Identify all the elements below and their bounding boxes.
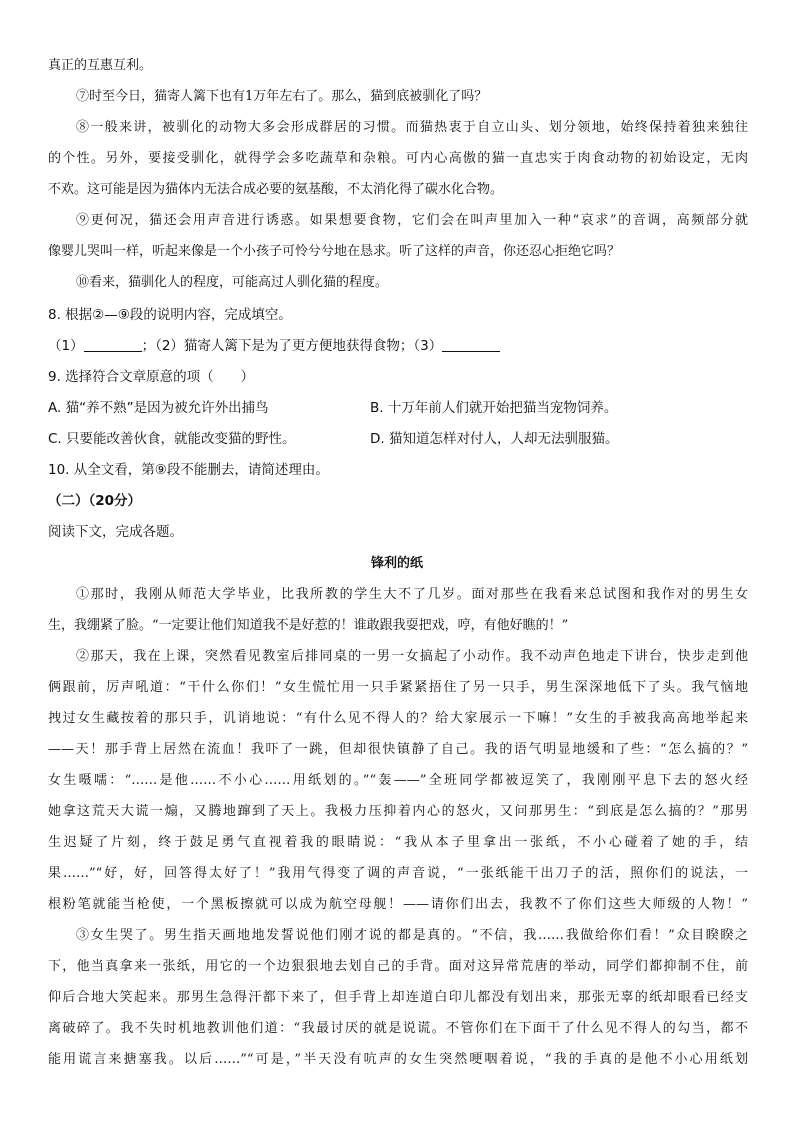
section-2-instruction: 阅读下文，完成各题。 (48, 524, 183, 540)
passage-line: 不欢。这可能是因为猫体内无法合成必要的氨基酸，不太消化得了碳水化合物。 (48, 182, 504, 197)
option-d[interactable]: D. 猫知道怎样对付人，人却无法驯服猫。 (370, 431, 619, 447)
article-line: 能用谎言来搪塞我。以后……”“可是，”半天没有吭声的女生突然哽咽着说，“我的手真的是他不小心用纸划 (48, 1052, 748, 1067)
q8-part1: （1） (48, 338, 84, 354)
paragraph-9: ⑨更何况，猫还会用声音进行诱惑。如果想要食物，它们会在叫声里加入一种“哀求”的音调，高频部分就 (76, 213, 748, 228)
option-b[interactable]: B. 十万年前人们就开始把猫当宠物饲养。 (370, 400, 618, 416)
answer-blank-3[interactable] (442, 337, 500, 352)
option-c[interactable]: C. 只要能改善伙食，就能改变猫的野性。 (48, 431, 296, 447)
question-8-blanks (48, 336, 748, 356)
passage-line: 真正的互惠互利。 (48, 58, 153, 73)
article-line: 拽过女生藏按着的那只手，讥诮地说：“有什么见不得人的？给大家展示一下嘛！”女生的手被我高高地举起来 (48, 711, 748, 726)
section-2-heading: （二）（20分） (48, 493, 142, 509)
answer-blank-1[interactable] (84, 337, 142, 352)
article-line: 生，我绷紧了脸。“一定要让他们知道我不是好惹的！谁敢跟我耍把戏，哼，有他好瞧的！” (48, 618, 569, 633)
passage-line: 像婴儿哭叫一样，听起来像是一个小孩子可怜兮兮地在恳求。听了这样的声音，你还忍心拒绝它吗？ (48, 244, 621, 259)
article-line: 她拿这荒天大谎一煽，又腾地蹿到了天上。我极力压抑着内心的怒火，又问那男生：“到底是怎么搞的？”那男 (48, 804, 748, 819)
article-line: 俩跟前，厉声吼道：“干什么你们！”女生慌忙用一只手紧紧捂住了另一只手，男生深深地低下了头。我气恼地 (48, 680, 748, 695)
article-line: 下，他当真拿来一张纸，用它的一个边狠狠地去划自己的手背。面对这异常荒唐的举动，同学们都抑制不住，前 (48, 959, 748, 974)
question-8-stem: 8. 根据②—⑨段的说明内容，完成填空。 (48, 307, 292, 323)
question-9-stem: 9. 选择符合文章原意的项（ ） (48, 369, 255, 385)
article-line: 女生嗫嚅：“……是他……不小心……用纸划的。”“轰——”全班同学都被逗笑了，我刚刚平息下去的怒火经 (48, 773, 748, 788)
article-line: 仰后合地大笑起来。那男生急得汗都下来了，但手背上却连道白印儿都没有划出来，那张无辜的纸却眼看已经支 (48, 990, 748, 1005)
article-paragraph-1: ①那时，我刚从师范大学毕业，比我所教的学生大不了几岁。面对那些在我看来总试图和我作对的男生女 (76, 587, 748, 602)
article-line: ——天！那手背上居然在流血！我吓了一跳，但却很快镇静了自己。我的语气明显地缓和了些：“怎么搞的？” (48, 742, 748, 757)
article-line: 果……”“好，好，回答得太好了！”我用气得变了调的声音说，“一张纸能干出刀子的活，照你们的说法，一 (48, 866, 748, 881)
question-10: 10. 从全文看，第⑨段不能删去，请简述理由。 (48, 462, 329, 478)
paragraph-10: ⑩看来，猫驯化人的程度，可能高过人驯化猫的程度。 (76, 275, 389, 290)
passage-line: 的个性。另外，要接受驯化，就得学会多吃蔬草和杂粮。可内心高傲的猫一直忠实于肉食动物的初始设定，无肉 (48, 151, 748, 166)
article-line: 根粉笔就能当枪使，一个黑板擦就可以成为航空母舰！——请你们出去，我教不了你们这些大师级的人物！” (48, 897, 748, 912)
paragraph-8: ⑧一般来讲，被驯化的动物大多会形成群居的习惯。而猫热衷于自立山头、划分领地，始终保持着独来独往 (76, 120, 748, 135)
article-paragraph-2: ②那天，我在上课，突然看见教室后排同桌的一男一女搞起了小动作。我不动声色地走下讲台，快步走到他 (76, 649, 748, 664)
paragraph-7: ⑦时至今日，猫寄人篱下也有1万年左右了。那么，猫到底被驯化了吗？ (76, 89, 488, 104)
q8-part2: ；（2）猫寄人篱下是为了更方便地获得食物；（3） (141, 338, 443, 354)
article-line: 生迟疑了片刻，终于鼓足勇气直视着我的眼睛说：“我从本子里拿出一张纸，不小心碰着了她的手，结 (48, 835, 748, 850)
option-a[interactable]: A. 猫“养不熟”是因为被允许外出捕鸟 (48, 400, 269, 416)
article-paragraph-3: ③女生哭了。男生指天画地地发誓说他们刚才说的都是真的。“不信，我……我做给你们看！”众目睽睽之 (76, 928, 748, 943)
article-line: 离破碎了。我不失时机地教训他们道：“我最讨厌的就是说谎。不管你们在下面干了什么见不得人的勾当，都不 (48, 1021, 748, 1036)
article-title: 锋利的纸 (370, 556, 423, 571)
